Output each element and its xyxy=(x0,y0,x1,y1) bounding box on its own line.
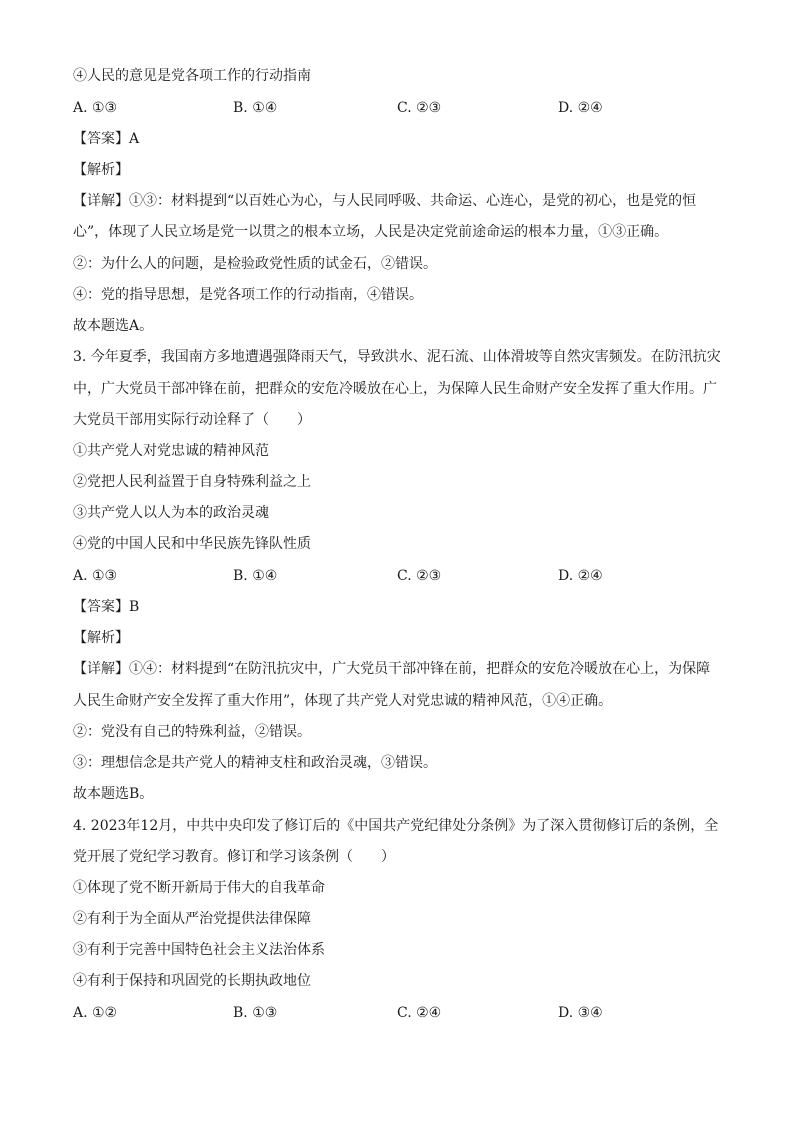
q4-option-d: D. ③④ xyxy=(558,1005,603,1021)
q4-option-b: B. ①③ xyxy=(233,1005,278,1021)
q3-item-4: ④党的中国人民和中华民族先锋队性质 xyxy=(73,536,311,552)
q3-conclusion: 故本题选B。 xyxy=(73,786,154,802)
q3-detail-line-2: 人民生命财产安全发挥了重大作用”，体现了共产党人对党忠诚的精神风范，①④正确。 xyxy=(73,693,613,709)
q4-stem-line-1: 4. 2023年12月，中共中央印发了修订后的《中国共产党纪律处分条例》为了深入贯彻修订后的条例，全 xyxy=(73,818,719,834)
q3-stem-line-3: 大党员干部用实际行动诠释了（ ） xyxy=(73,412,311,428)
q2-option-b: B. ①④ xyxy=(233,100,278,116)
q2-option-c: C. ②③ xyxy=(397,100,442,116)
q3-detail-line-3: ②：党没有自己的特殊利益，②错误。 xyxy=(73,724,311,740)
q2-detail-line-4: ④：党的指导思想，是党各项工作的行动指南，④错误。 xyxy=(73,287,423,303)
q3-option-a: A. ①③ xyxy=(73,568,118,584)
q4-item-1: ①体现了党不断开新局于伟大的自我革命 xyxy=(73,880,325,896)
q3-stem-line-2: 中，广大党员干部冲锋在前，把群众的安危冷暖放在心上，为保障人民生命财产安全发挥了重大作用。广 xyxy=(73,381,717,397)
q2-option-a: A. ①③ xyxy=(73,100,118,116)
q2-option-d: D. ②④ xyxy=(558,100,603,116)
q3-option-b: B. ①④ xyxy=(233,568,278,584)
q3-options xyxy=(73,567,733,585)
q3-analysis-heading: 【解析】 xyxy=(73,630,129,646)
q3-answer: 【答案】B xyxy=(73,599,140,615)
q3-option-d: D. ②④ xyxy=(558,568,603,584)
q2-detail-line-1: 【详解】①③：材料提到“以百姓心为心，与人民同呼吸、共命运、心连心，是党的初心，也是党的恒 xyxy=(73,193,697,209)
q4-option-a: A. ①② xyxy=(73,1005,118,1021)
q2-detail-line-2: 心”，体现了人民立场是党一以贯之的根本立场，人民是决定党前途命运的根本力量，①③正确。 xyxy=(73,224,669,240)
q3-option-c: C. ②③ xyxy=(397,568,442,584)
q4-item-2: ②有利于为全面从严治党提供法律保障 xyxy=(73,911,311,927)
q3-item-2: ②党把人民利益置于自身特殊利益之上 xyxy=(73,474,311,490)
q2-analysis-heading: 【解析】 xyxy=(73,162,129,178)
q4-option-c: C. ②④ xyxy=(397,1005,442,1021)
q3-item-1: ①共产党人对党忠诚的精神风范 xyxy=(73,443,269,459)
q2-conclusion: 故本题选A。 xyxy=(73,318,154,334)
q2-options xyxy=(73,99,733,117)
q3-detail-line-4: ③：理想信念是共产党人的精神支柱和政治灵魂，③错误。 xyxy=(73,755,437,771)
q4-options xyxy=(73,1004,733,1022)
q3-item-3: ③共产党人以人为本的政治灵魂 xyxy=(73,505,269,521)
q4-item-3: ③有利于完善中国特色社会主义法治体系 xyxy=(73,942,325,958)
q3-stem-line-1: 3. 今年夏季，我国南方多地遭遇强降雨天气，导致洪水、泥石流、山体滑坡等自然灾害频发。在防汛抗灾 xyxy=(73,349,721,365)
q2-detail-line-3: ②：为什么人的问题，是检验政党性质的试金石，②错误。 xyxy=(73,256,437,272)
q2-item-4: ④人民的意见是党各项工作的行动指南 xyxy=(73,68,311,84)
q4-stem-line-2: 党开展了党纪学习教育。修订和学习该条例（ ） xyxy=(73,849,395,865)
q2-answer: 【答案】A xyxy=(73,131,140,147)
q4-item-4: ④有利于保持和巩固党的长期执政地位 xyxy=(73,973,311,989)
q3-detail-line-1: 【详解】①④：材料提到“在防汛抗灾中，广大党员干部冲锋在前，把群众的安危冷暖放在心上，为保障 xyxy=(73,661,711,677)
